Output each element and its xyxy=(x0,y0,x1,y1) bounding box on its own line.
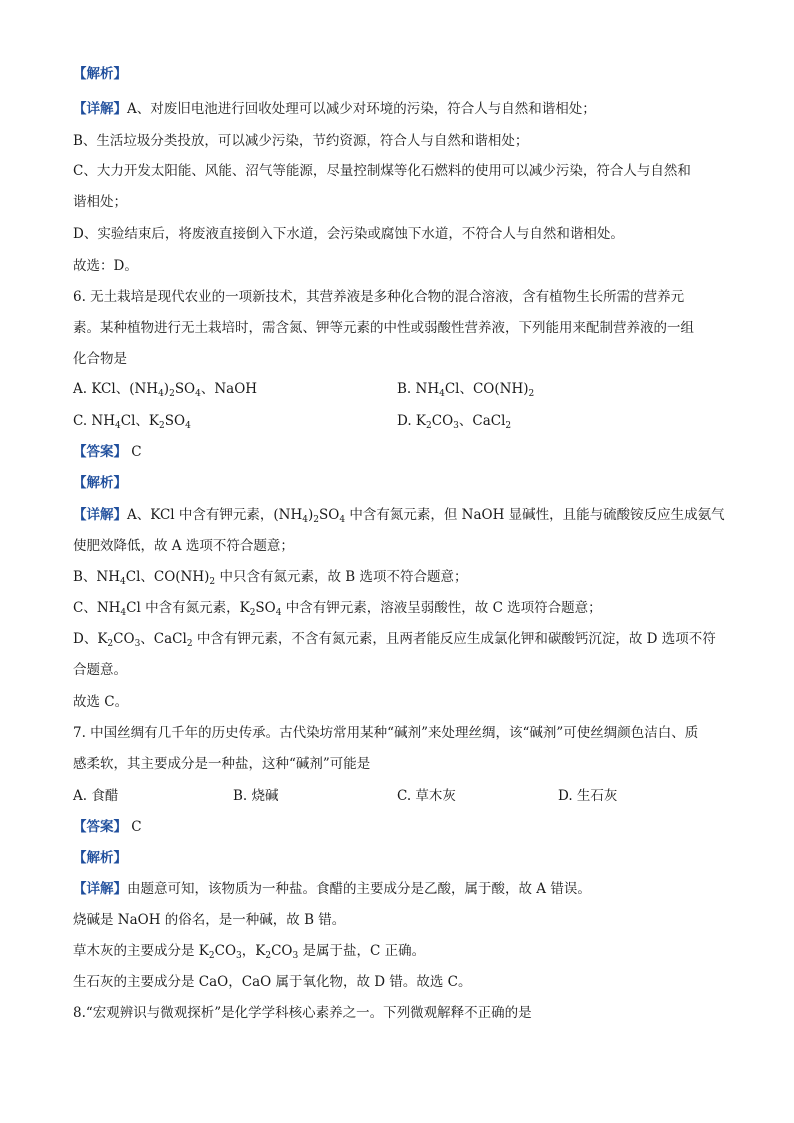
q5-analysis-b: B、生活垃圾分类投放，可以减少污染，节约资源，符合人与自然和谐相处； xyxy=(73,133,529,149)
q7-stem-2: 感柔软，其主要成分是一种盐，这种“碱剂”可能是 xyxy=(73,756,371,772)
q7-analysis-1: 【详解】由题意可知，该物质为一种盐。食醋的主要成分是乙酸，属于酸，故 A 错误。 xyxy=(73,881,591,897)
q8-stem-1: 8.“宏观辨识与微观探析”是化学学科核心素养之一。下列微观解释不正确的是 xyxy=(73,1005,532,1021)
q7-analysis-2: 烧碱是 NaOH 的俗名，是一种碱，故 B 错。 xyxy=(73,912,346,928)
q6-option-a: A. KCl、$(NH_4)_2SO_4$、NaOH xyxy=(73,381,258,399)
q7-analysis-3: 草木灰的主要成分是 $K_2CO_3$，$K_2CO_3$ 是属于盐，C 正确。 xyxy=(73,943,426,961)
q6-option-c: C. $NH_4Cl$、$K_2SO_4$ xyxy=(73,413,191,431)
q6-option-b: B. $NH_4Cl$、$CO(NH)_2$ xyxy=(397,381,535,399)
q7-option-d: D. 生石灰 xyxy=(558,788,618,804)
q6-answer: 【答案】 C xyxy=(73,444,142,460)
q7-option-b: B. 烧碱 xyxy=(233,788,279,804)
q7-answer: 【答案】 C xyxy=(73,819,142,835)
q6-stem-1: 6. 无土栽培是现代农业的一项新技术，其营养液是多种化合物的混合溶液，含有植物生长所需的营养元 xyxy=(73,289,685,305)
q5-analysis-a: 【详解】A、对废旧电池进行回收处理可以减少对环境的污染，符合人与自然和谐相处； xyxy=(73,101,596,117)
q6-analysis-b: B、$NH_4Cl$、$CO(NH)_2$ 中只含有氮元素，故 B 选项不符合题意； xyxy=(73,569,468,587)
q6-analysis-tag: 【解析】 xyxy=(73,475,127,491)
analysis-tag: 【解析】 xyxy=(73,66,127,82)
q6-analysis-d-1: D、$K_2CO_3$、CaCl$_2$ 中含有钾元素，不含有氮元素，且两者能反应生成氯化钾和碳酸钙沉淀，故 D 选项不符 xyxy=(73,631,716,649)
q7-option-c: C. 草木灰 xyxy=(397,788,456,804)
q6-option-d: D. $K_2CO_3$、CaCl$_2$ xyxy=(397,413,512,431)
q6-stem-3: 化合物是 xyxy=(73,351,127,367)
q6-analysis-a-2: 使肥效降低，故 A 选项不符合题意； xyxy=(73,538,294,554)
q7-option-a: A. 食醋 xyxy=(73,788,119,804)
q6-conclusion: 故选 C。 xyxy=(73,694,129,710)
q6-analysis-c: C、$NH_4Cl$ 中含有氮元素，$K_2SO_4$ 中含有钾元素，溶液呈弱酸性，故 C 选项符合题意； xyxy=(73,600,602,618)
q5-analysis-c-2: 谐相处； xyxy=(73,194,127,210)
q5-conclusion: 故选：D。 xyxy=(73,258,138,274)
q6-analysis-d-2: 合题意。 xyxy=(73,662,127,678)
q7-analysis-tag: 【解析】 xyxy=(73,850,127,866)
q6-stem-2: 素。某种植物进行无土栽培时，需含氮、钾等元素的中性或弱酸性营养液，下列能用来配制营养液的一组 xyxy=(73,320,694,336)
q7-analysis-4: 生石灰的主要成分是 CaO，CaO 属于氧化物，故 D 错。故选 C。 xyxy=(73,974,472,990)
q7-stem-1: 7. 中国丝绸有几千年的历史传承。古代染坊常用某种“碱剂”来处理丝绸，该“碱剂”可使丝绸颜色洁白、质 xyxy=(73,725,699,741)
q6-analysis-a-1: 【详解】A、KCl 中含有钾元素，$(NH_4)_2SO_4$ 中含有氮元素，但 NaOH 显碱性，且能与硫酸铵反应生成氨气 xyxy=(73,507,725,525)
q5-analysis-d: D、实验结束后，将废液直接倒入下水道，会污染或腐蚀下水道，不符合人与自然和谐相处。 xyxy=(73,226,624,242)
q5-analysis-c-1: C、大力开发太阳能、风能、沼气等能源，尽量控制煤等化石燃料的使用可以减少污染，符合人与自然和 xyxy=(73,163,691,179)
